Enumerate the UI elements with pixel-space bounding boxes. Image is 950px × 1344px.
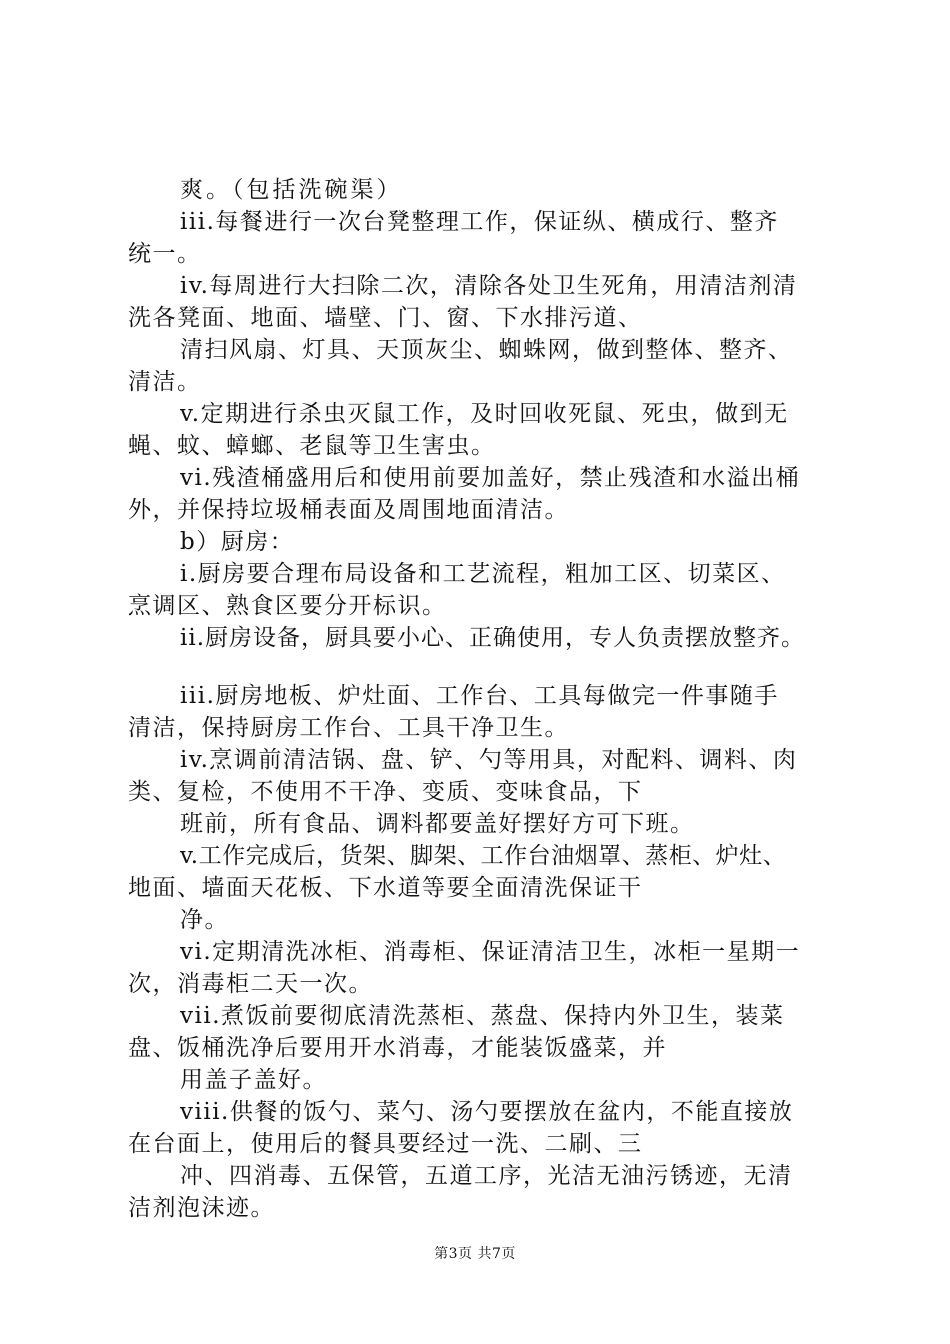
paragraph-line: 蝇、蚊、蟑螂、老鼠等卫生害虫。 xyxy=(128,433,496,459)
paragraph-line: iii.每餐进行一次台凳整理工作，保证纵、横成行、整齐 xyxy=(180,209,779,235)
paragraph-line: v.工作完成后，货架、脚架、工作台油烟罩、蒸柜、炉灶、 xyxy=(180,843,787,869)
paragraph-line: 班前，所有食品、调料都要盖好摆好方可下班。 xyxy=(180,811,695,837)
paragraph-line: ii.厨房设备，厨具要小心、正确使用，专人负责摆放整齐。 xyxy=(180,625,806,651)
paragraph-line: iv.每周进行大扫除二次，清除各处卫生死角，用清洁剂清 xyxy=(180,273,798,299)
paragraph-line: 洁剂泡沫迹。 xyxy=(128,1195,275,1221)
paragraph-line: 外，并保持垃圾桶表面及周围地面清洁。 xyxy=(128,497,569,523)
paragraph-line: 用盖子盖好。 xyxy=(180,1067,327,1093)
paragraph-line: 地面、墙面天花板、下水道等要全面清洗保证干 xyxy=(128,875,643,901)
paragraph-line: 清洁，保持厨房工作台、工具干净卫生。 xyxy=(128,715,569,741)
paragraph-line: 冲、四消毒、五保管，五道工序，光洁无油污锈迹，无清 xyxy=(180,1163,793,1189)
section-heading: b）厨房： xyxy=(180,529,295,555)
paragraph-line: vi.残渣桶盛用后和使用前要加盖好，禁止残渣和水溢出桶 xyxy=(180,465,801,491)
paragraph-line: 清洁。 xyxy=(128,369,202,395)
page-number-footer: 第3页 共7页 xyxy=(434,1246,516,1262)
paragraph-line: 爽。（包括洗碗渠） xyxy=(180,177,403,203)
paragraph-line: 次，消毒柜二天一次。 xyxy=(128,971,373,997)
paragraph-line: 洗各凳面、地面、墙壁、门、窗、下水排污道、 xyxy=(128,305,643,331)
paragraph-line: iv.烹调前清洁锅、盘、铲、勺等用具，对配料、调料、肉 xyxy=(180,747,798,773)
paragraph-line: vi.定期清洗冰柜、消毒柜、保证清洁卫生，冰柜一星期一 xyxy=(180,939,801,965)
paragraph-line: iii.厨房地板、炉灶面、工作台、工具每做完一件事随手 xyxy=(180,683,779,709)
paragraph-line: viii.供餐的饭勺、菜勺、汤勺要摆放在盆内，不能直接放 xyxy=(180,1099,794,1125)
paragraph-line: v.定期进行杀虫灭鼠工作，及时回收死鼠、死虫，做到无 xyxy=(180,401,789,427)
paragraph-line: vii.煮饭前要彻底清洗蒸柜、蒸盘、保持内外卫生，装菜 xyxy=(180,1003,785,1029)
paragraph-line: 类、复检，不使用不干净、变质、变味食品，下 xyxy=(128,779,643,805)
paragraph-line: 统一。 xyxy=(128,241,202,267)
paragraph-line: 净。 xyxy=(180,907,229,933)
paragraph-line: 烹调区、熟食区要分开标识。 xyxy=(128,593,447,619)
paragraph-line: 盘、饭桶洗净后要用开水消毒，才能装饭盛菜，并 xyxy=(128,1035,667,1061)
paragraph-line: i.厨房要合理布局设备和工艺流程，粗加工区、切菜区、 xyxy=(180,561,786,587)
paragraph-line: 清扫风扇、灯具、天顶灰尘、蜘蛛网，做到整体、整齐、 xyxy=(180,337,793,363)
paragraph-line: 在台面上，使用后的餐具要经过一洗、二刷、三 xyxy=(128,1131,643,1157)
